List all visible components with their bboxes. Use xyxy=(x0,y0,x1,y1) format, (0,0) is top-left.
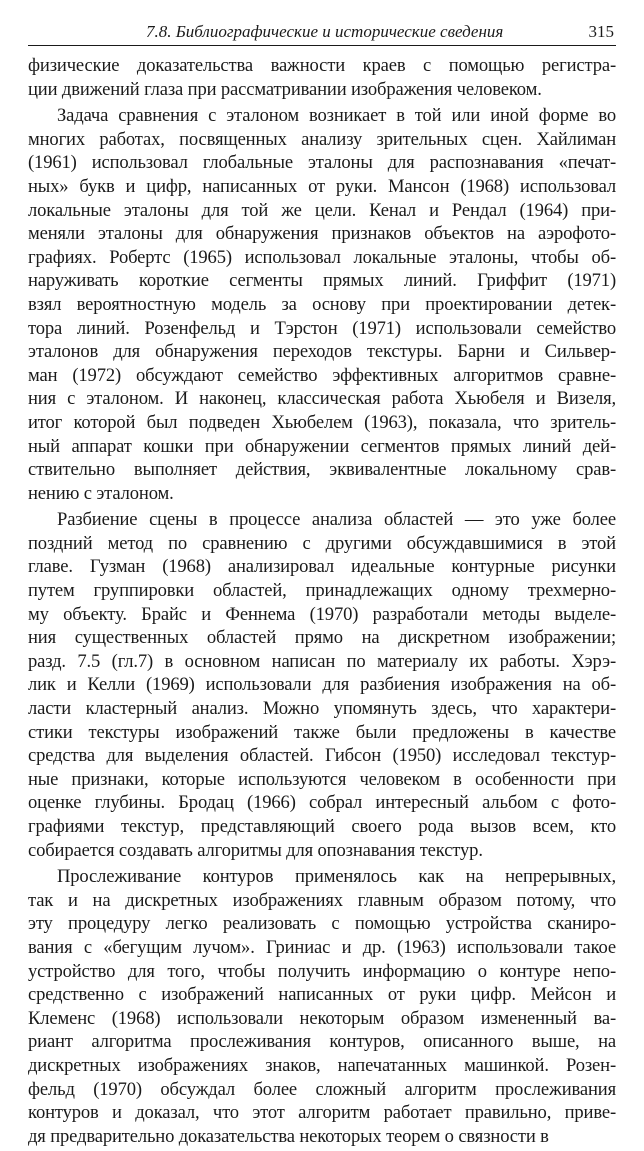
text-line: локальные эталоны для той же цели. Кенал и Рендал (1964) при- xyxy=(28,199,616,221)
text-line: физические доказательства важности краев с помощью регистра- xyxy=(28,55,616,76)
text-line: графиях. Робертс (1965) использовал локальные эталоны, чтобы об- xyxy=(28,246,616,268)
text-line: оценке глубины. Бродац (1966) собрал интересный альбом с фото- xyxy=(28,792,616,814)
text-line: стики текстуры изображений также были предложены в качестве xyxy=(28,721,616,743)
text-line: ния существенных областей прямо на дискретном изображении; xyxy=(28,627,616,649)
running-head-title: 7.8. Библиографические и исторические сведения xyxy=(146,22,504,41)
text-line: поздний метод по сравнению с другими обсуждавшимися в этой xyxy=(28,532,616,554)
text-line: разд. 7.5 (гл.7) в основном написан по материалу их работы. Хэрэ- xyxy=(28,650,616,672)
running-head xyxy=(28,22,616,46)
text-line: собирается создавать алгоритмы для опознавания текстур. xyxy=(28,839,483,861)
text-line: итог которой был подведен Хьюбелем (1963), показала, что зритель- xyxy=(28,411,616,433)
text-line: (1961) использовал глобальные эталоны для распознавания «печат- xyxy=(28,152,616,174)
text-line: ласти кластерный анализ. Можно упомянуть здесь, что характери- xyxy=(28,698,616,720)
text-line: эту процедуру легко реализовать с помощью устройства сканиро- xyxy=(28,913,616,935)
text-line: так и на дискретных изображениях главным образом потому, что xyxy=(28,889,616,911)
text-line: ных» букв и цифр, написанных от руки. Мансон (1968) использовал xyxy=(28,175,616,197)
book-page xyxy=(28,22,616,1151)
text-line: эталонов для обнаружения переходов текстуры. Барни и Сильвер- xyxy=(28,341,616,363)
text-line: Задача сравнения с эталоном возникает в той или иной форме во xyxy=(57,105,616,127)
paragraph xyxy=(28,865,616,1148)
text-line: меняли эталоны для обнаружения признаков объектов на аэрофото- xyxy=(28,223,616,245)
text-line: средства для выделения областей. Гибсон (1950) исследовал текстур- xyxy=(28,745,616,767)
text-line: контуров и доказал, что этот алгоритм работает правильно, приве- xyxy=(28,1102,616,1124)
text-line: многих работах, посвященных анализу зрительных сцен. Хайлиман xyxy=(28,128,616,150)
text-line: путем группировки областей, принадлежащих одному трехмерно- xyxy=(28,580,616,602)
text-line: главе. Гузман (1968) анализировал идеальные контурные рисунки xyxy=(28,556,616,578)
text-line: ман (1972) обсуждают семейство эффективных алгоритмов сравне- xyxy=(28,364,616,386)
text-line: ния с эталоном. И наконец, классическая работа Хьюбеля и Визеля, xyxy=(28,388,616,410)
text-line: Прослеживание контуров применялось как на непрерывных, xyxy=(57,866,616,888)
body-text xyxy=(28,54,616,1148)
page-number: 315 xyxy=(588,22,614,41)
paragraph xyxy=(28,508,616,862)
text-line: ции движений глаза при рассматривании изображения человеком. xyxy=(28,78,542,100)
text-line: риант алгоритма прослеживания контуров, описанного выше, на xyxy=(28,1031,616,1053)
paragraph xyxy=(28,104,616,505)
text-line: Разбиение сцены в процессе анализа областей — это уже более xyxy=(57,509,616,531)
text-line: ствительно выполняет действия, эквивалентные локальному срав- xyxy=(28,459,616,481)
text-line: устройство для того, чтобы получить информацию о контуре непо- xyxy=(28,960,616,982)
paragraph xyxy=(28,54,616,101)
text-line: ный аппарат кошки при обнаружении сегментов прямых линий дей- xyxy=(28,435,616,457)
text-line: тора линий. Розенфельд и Тэрстон (1971) использовали семейство xyxy=(28,317,616,339)
text-line: дискретных изображениях знаков, напечатанных машинкой. Розен- xyxy=(28,1054,616,1076)
text-line: фельд (1970) обсуждал более сложный алгоритм прослеживания xyxy=(28,1078,616,1100)
text-line: наруживать короткие сегменты прямых линий. Гриффит (1971) xyxy=(28,270,616,292)
text-line: ные признаки, которые используются человеком в особенности при xyxy=(28,768,616,790)
text-line: лик и Келли (1969) использовали для разбиения изображения на об- xyxy=(28,674,616,696)
text-line: нению с эталоном. xyxy=(28,482,174,504)
text-line: средственно с изображений написанных от руки цифр. Мейсон и xyxy=(28,984,616,1006)
text-line: дя предварительно доказательства некоторых теорем о связности в xyxy=(28,1125,549,1147)
text-line: му объекту. Брайс и Феннема (1970) разработали методы выделе- xyxy=(28,603,616,625)
text-line: взял вероятностную модель за основу при проектировании детек- xyxy=(28,293,616,315)
text-line: графиями текстур, представляющий своего рода вызов всем, кто xyxy=(28,816,616,837)
text-line: Клеменс (1968) использовали некоторым образом измененный ва- xyxy=(28,1007,616,1029)
text-line: вания с «бегущим лучом». Гриниас и др. (1963) использовали такое xyxy=(28,936,616,958)
